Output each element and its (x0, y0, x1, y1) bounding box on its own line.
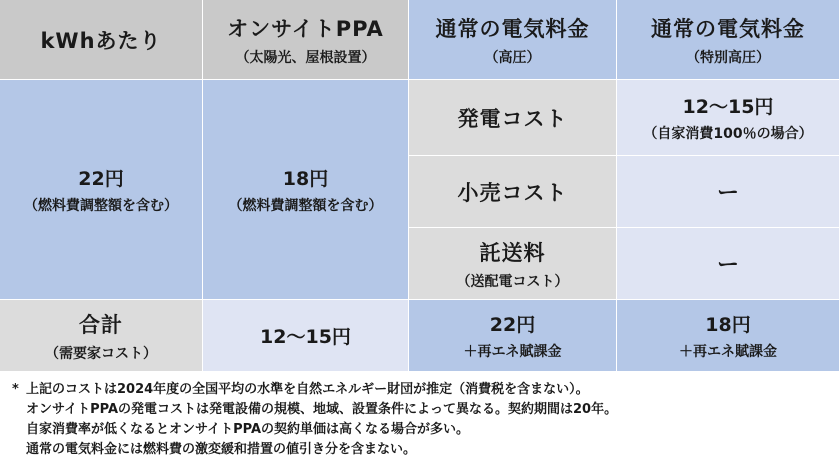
row-label-transmission (409, 228, 617, 300)
generation-ppa-note: （自家消費100％の場合） (643, 126, 813, 142)
cell-total-ppa (203, 300, 409, 372)
retail-label: 小売コスト (457, 180, 568, 205)
cell-total-extra-high (617, 300, 840, 372)
total-extra-high-note: ＋再エネ賦課金 (679, 344, 777, 360)
header-onsite-ppa-sub: （太陽光、屋根設置） (235, 49, 376, 66)
transmission-label: 託送料 (479, 240, 546, 265)
total-ppa-value: 12～15円 (260, 326, 351, 348)
footnote-line: 上記のコストは2024年度の全国平均の水準を自然エネルギー財団が推定（消費税を含まない）。 (26, 382, 589, 397)
cell-retail-ppa (617, 156, 840, 228)
header-normal-extra-high-title: 通常の電気料金 (651, 16, 805, 41)
retail-ppa-dash: ー (716, 181, 739, 206)
footnote-line: オンサイトPPAの発電コストは発電設備の規模、地域、設置条件によって異なる。契約期間は20年。 (26, 402, 618, 417)
header-onsite-ppa-title: オンサイトPPA (227, 16, 384, 41)
header-normal-high-sub: （高圧） (484, 49, 541, 66)
header-unit (0, 0, 203, 80)
total-label-sub: （需要家コスト） (45, 345, 157, 362)
header-normal-extra-high (617, 0, 840, 80)
total-label: 合計 (79, 312, 123, 337)
footnote-line: 自家消費率が低くなるとオンサイトPPAの契約単価は高くなる場合が多い。 (26, 422, 470, 437)
transmission-label-sub: （送配電コスト） (456, 273, 569, 290)
generation-ppa-value: 12～15円 (682, 96, 774, 118)
row-label-total (0, 300, 203, 372)
row-label-retail (409, 156, 617, 228)
transmission-ppa-dash: ー (716, 253, 739, 278)
merged-high-note: （燃料費調整額を含む） (24, 198, 178, 214)
cell-merged-extra-high (203, 80, 409, 300)
merged-extra-high-note: （燃料費調整額を含む） (228, 198, 383, 214)
header-unit-label: kWhあたり (40, 28, 162, 53)
generation-label: 発電コスト (457, 106, 568, 131)
cell-transmission-ppa (617, 228, 840, 300)
footnote-marker: * (12, 382, 19, 397)
merged-extra-high-value: 18円 (282, 168, 329, 190)
header-normal-extra-high-sub: （特別高圧） (686, 49, 770, 66)
header-normal-high-title: 通常の電気料金 (435, 16, 590, 41)
footnote-line: 通常の電気料金には燃料費の激変緩和措置の値引き分を含まない。 (26, 442, 417, 457)
cell-merged-high (0, 80, 203, 300)
cell-generation-ppa (617, 80, 840, 156)
row-label-generation (409, 80, 617, 156)
total-extra-high-value: 18円 (705, 314, 751, 336)
total-high-value: 22円 (489, 314, 536, 336)
header-onsite-ppa (203, 0, 409, 80)
header-normal-high (409, 0, 617, 80)
merged-high-value: 22円 (78, 168, 124, 190)
cell-total-high (409, 300, 617, 372)
total-high-note: ＋再エネ賦課金 (463, 344, 562, 360)
footnotes (12, 380, 826, 460)
